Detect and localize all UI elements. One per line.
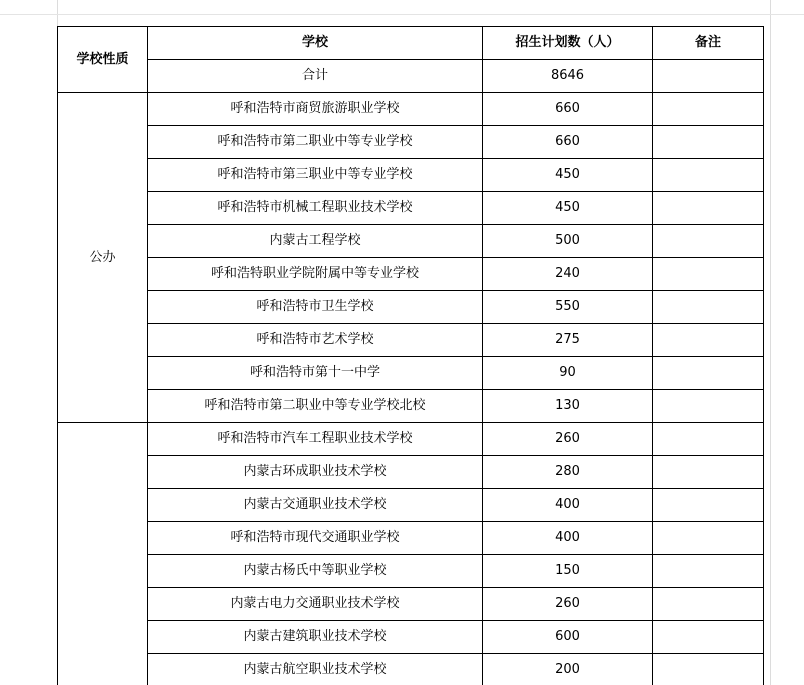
remark-cell[interactable] [653,423,764,456]
table-row [58,555,764,588]
remark-cell[interactable] [653,93,764,126]
enrollment-plan-cell[interactable]: 400 [483,522,653,555]
table-row [58,291,764,324]
enrollment-plan-cell[interactable]: 280 [483,456,653,489]
header-school[interactable]: 学校 [148,27,483,60]
remark-cell[interactable] [653,258,764,291]
enrollment-plan-cell[interactable]: 130 [483,390,653,423]
school-name-cell[interactable]: 呼和浩特市现代交通职业学校 [148,522,483,555]
gridline [0,14,804,15]
school-nature-cell[interactable]: 公办 [58,93,148,423]
enrollment-plan-cell[interactable]: 400 [483,489,653,522]
table-row [58,357,764,390]
remark-cell[interactable] [653,654,764,685]
remark-cell[interactable] [653,159,764,192]
header-remark[interactable]: 备注 [653,27,764,60]
table-row [58,126,764,159]
table-row [58,390,764,423]
header-row [58,27,764,60]
header-enrollment-plan[interactable]: 招生计划数（人） [483,27,653,60]
enrollment-plan-cell[interactable]: 240 [483,258,653,291]
school-name-cell[interactable]: 内蒙古建筑职业技术学校 [148,621,483,654]
remark-cell[interactable] [653,225,764,258]
school-name-cell[interactable]: 呼和浩特职业学院附属中等专业学校 [148,258,483,291]
enrollment-plan-cell[interactable]: 660 [483,93,653,126]
school-name-cell[interactable]: 呼和浩特市第二职业中等专业学校 [148,126,483,159]
table-body [58,93,764,685]
remark-cell[interactable] [653,489,764,522]
table-row [58,225,764,258]
total-value[interactable]: 8646 [483,60,653,93]
enrollment-plan-cell[interactable]: 200 [483,654,653,685]
remark-cell[interactable] [653,522,764,555]
table-row [58,258,764,291]
table-row [58,522,764,555]
enrollment-plan-table [57,26,764,685]
table-row [58,588,764,621]
school-nature-cell[interactable] [58,423,148,685]
total-remark[interactable] [653,60,764,93]
enrollment-plan-cell[interactable]: 600 [483,621,653,654]
remark-cell[interactable] [653,555,764,588]
table-row [58,654,764,685]
school-name-cell[interactable]: 呼和浩特市艺术学校 [148,324,483,357]
header-school-nature[interactable]: 学校性质 [58,27,148,93]
total-row [58,60,764,93]
school-name-cell[interactable]: 呼和浩特市机械工程职业技术学校 [148,192,483,225]
enrollment-plan-cell[interactable]: 450 [483,192,653,225]
enrollment-plan-cell[interactable]: 260 [483,588,653,621]
school-name-cell[interactable]: 内蒙古环成职业技术学校 [148,456,483,489]
enrollment-plan-cell[interactable]: 500 [483,225,653,258]
school-name-cell[interactable]: 呼和浩特市汽车工程职业技术学校 [148,423,483,456]
enrollment-plan-cell[interactable]: 260 [483,423,653,456]
remark-cell[interactable] [653,192,764,225]
table-row [58,456,764,489]
school-name-cell[interactable]: 内蒙古航空职业技术学校 [148,654,483,685]
school-name-cell[interactable]: 呼和浩特市第十一中学 [148,357,483,390]
remark-cell[interactable] [653,390,764,423]
remark-cell[interactable] [653,588,764,621]
school-name-cell[interactable]: 内蒙古交通职业技术学校 [148,489,483,522]
remark-cell[interactable] [653,291,764,324]
enrollment-plan-cell[interactable]: 90 [483,357,653,390]
school-name-cell[interactable]: 内蒙古杨氏中等职业学校 [148,555,483,588]
enrollment-plan-cell[interactable]: 450 [483,159,653,192]
table-row [58,93,764,126]
enrollment-plan-cell[interactable]: 150 [483,555,653,588]
school-name-cell[interactable]: 呼和浩特市第三职业中等专业学校 [148,159,483,192]
table-row [58,621,764,654]
remark-cell[interactable] [653,324,764,357]
total-label[interactable]: 合计 [148,60,483,93]
school-name-cell[interactable]: 内蒙古工程学校 [148,225,483,258]
school-name-cell[interactable]: 内蒙古电力交通职业技术学校 [148,588,483,621]
remark-cell[interactable] [653,456,764,489]
enrollment-plan-cell[interactable]: 275 [483,324,653,357]
table-row [58,423,764,456]
table-row [58,324,764,357]
school-name-cell[interactable]: 呼和浩特市商贸旅游职业学校 [148,93,483,126]
enrollment-plan-cell[interactable]: 660 [483,126,653,159]
remark-cell[interactable] [653,621,764,654]
remark-cell[interactable] [653,126,764,159]
table-row [58,159,764,192]
table-row [58,192,764,225]
enrollment-plan-cell[interactable]: 550 [483,291,653,324]
remark-cell[interactable] [653,357,764,390]
school-name-cell[interactable]: 呼和浩特市第二职业中等专业学校北校 [148,390,483,423]
table-row [58,489,764,522]
gridline [770,0,771,685]
school-name-cell[interactable]: 呼和浩特市卫生学校 [148,291,483,324]
